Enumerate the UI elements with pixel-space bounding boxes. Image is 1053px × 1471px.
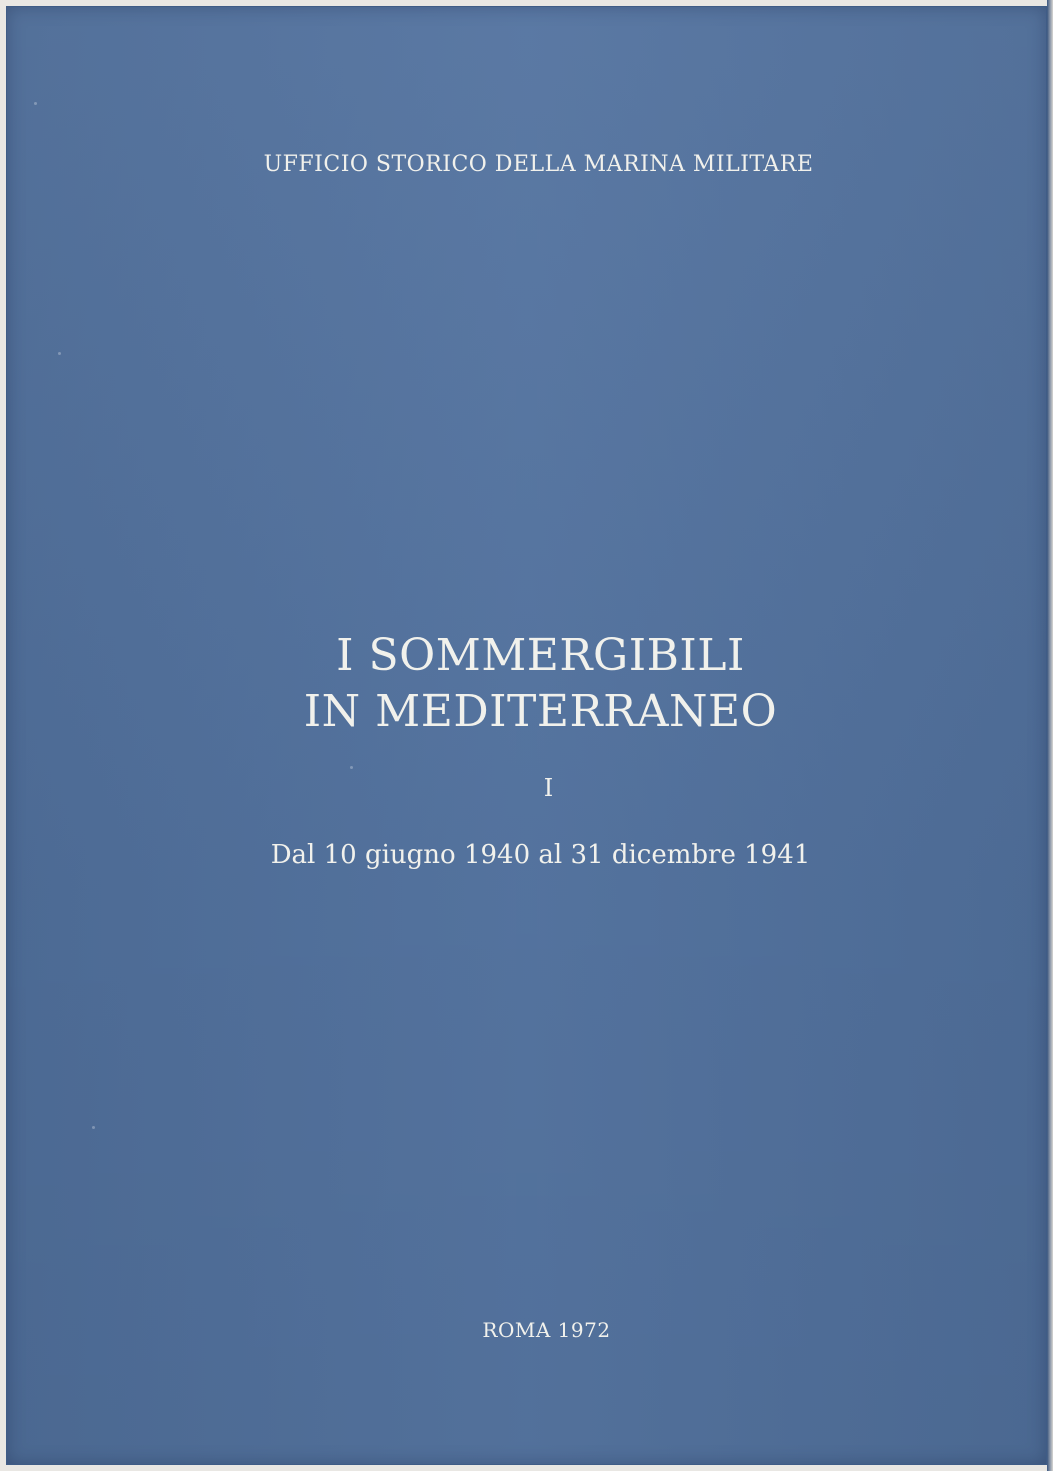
publisher-name: UFFICIO STORICO DELLA MARINA MILITARE: [263, 152, 814, 177]
cover-speck: [350, 766, 353, 769]
book-title-line-2: IN MEDITERRANEO: [303, 686, 778, 737]
publication-place-year: ROMA 1972: [482, 1318, 611, 1342]
cover-speck: [58, 352, 61, 355]
cover-speck: [92, 1126, 95, 1129]
book-title: [0, 628, 1053, 740]
cover-speck: [34, 102, 37, 105]
book-subtitle-period: Dal 10 giugno 1940 al 31 dicembre 1941: [270, 840, 811, 870]
volume-number: I: [543, 774, 554, 802]
book-title-line-1: I SOMMERGIBILI: [336, 630, 745, 681]
